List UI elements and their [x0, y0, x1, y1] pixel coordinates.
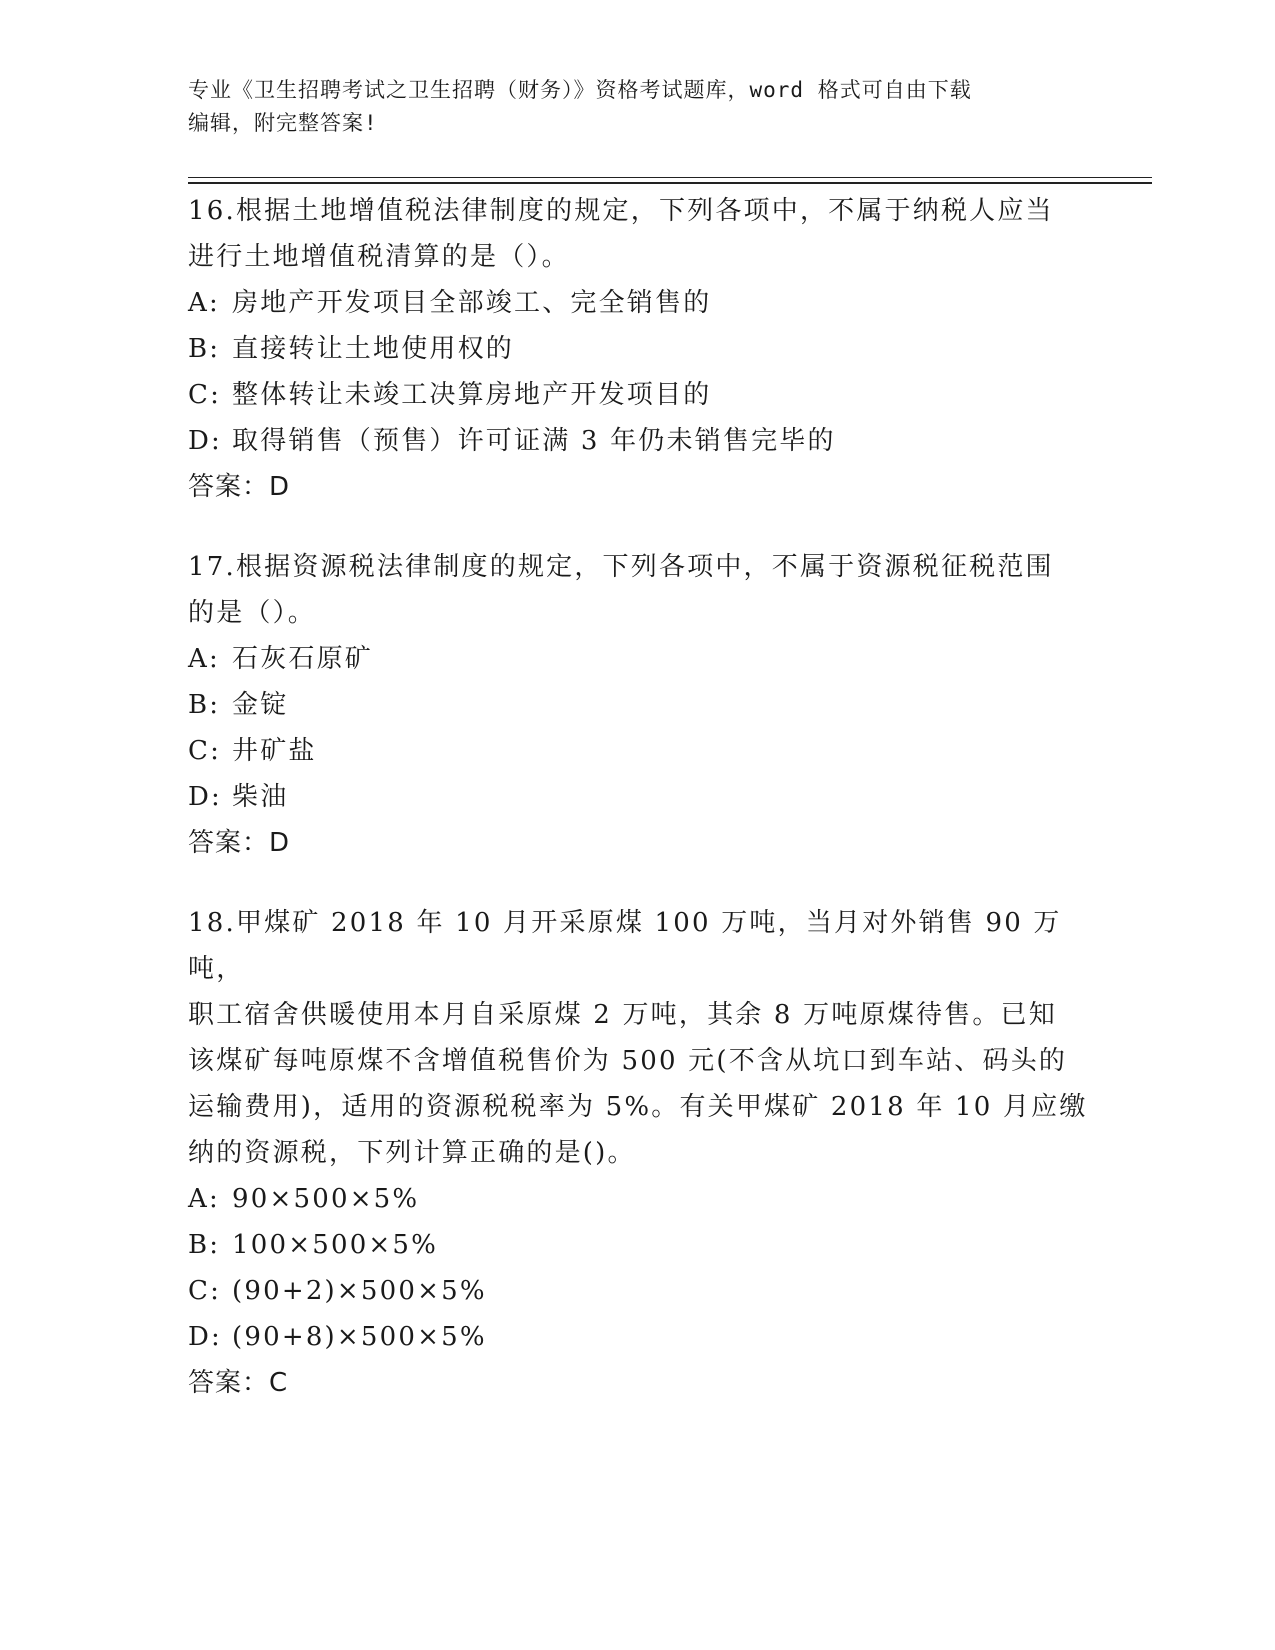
option-a [188, 636, 1088, 682]
option-text: 取得销售（预售）许可证满 3 年仍未销售完毕的 [232, 426, 836, 456]
question-16 [188, 188, 1088, 510]
option-b [188, 682, 1088, 728]
option-text: (90+8)×500×5% [232, 1322, 487, 1352]
option-a [188, 280, 1088, 326]
option-b [188, 326, 1088, 372]
answer-line: 答案：D [188, 828, 291, 858]
option-text: 100×500×5% [232, 1230, 439, 1260]
option-text: 石灰石原矿 [232, 644, 374, 674]
option-b [188, 1222, 1088, 1268]
option-text: 柴油 [232, 782, 289, 812]
option-letter: D: [188, 426, 223, 456]
question-stem-line: 进行土地增值税清算的是（）。 [188, 242, 570, 272]
answer-line: 答案：D [188, 472, 291, 502]
option-text: 井矿盐 [232, 736, 317, 766]
option-letter: B: [188, 1230, 221, 1260]
header-line-2: 编辑，附完整答案! [188, 111, 378, 135]
option-d [188, 774, 1088, 820]
option-letter: D: [188, 782, 223, 812]
question-stem-line: 16.根据土地增值税法律制度的规定，下列各项中，不属于纳税人应当 [188, 196, 1054, 226]
option-letter: B: [188, 334, 221, 364]
option-text: 90×500×5% [232, 1184, 420, 1214]
option-text: (90+2)×500×5% [232, 1276, 487, 1306]
option-text: 直接转让土地使用权的 [232, 334, 515, 364]
option-a [188, 1176, 1088, 1222]
header-divider-thick [188, 182, 1152, 184]
option-letter: A: [188, 288, 220, 318]
question-stem-line: 职工宿舍供暖使用本月自采原煤 2 万吨，其余 8 万吨原煤待售。已知 [188, 1000, 1057, 1030]
option-letter: D: [188, 1322, 223, 1352]
answer-line: 答案：C [188, 1368, 289, 1398]
option-text: 整体转让未竣工决算房地产开发项目的 [232, 380, 712, 410]
question-stem-line: 17.根据资源税法律制度的规定，下列各项中，不属于资源税征税范围 [188, 552, 1054, 582]
question-stem-line: 纳的资源税，下列计算正确的是()。 [188, 1138, 636, 1168]
option-letter: C: [188, 736, 222, 766]
option-d [188, 418, 1088, 464]
option-c [188, 1268, 1088, 1314]
option-letter: C: [188, 380, 222, 410]
question-stem-line: 的是（）。 [188, 598, 317, 628]
question-18 [188, 900, 1088, 1406]
question-17 [188, 544, 1088, 866]
option-c [188, 372, 1088, 418]
question-list [188, 188, 1088, 1440]
option-text: 房地产开发项目全部竣工、完全销售的 [232, 288, 712, 318]
question-stem-line: 该煤矿每吨原煤不含增值税售价为 500 元(不含从坑口到车站、码头的 [188, 1046, 1068, 1076]
option-letter: A: [188, 644, 220, 674]
option-letter: A: [188, 1184, 220, 1214]
option-d [188, 1314, 1088, 1360]
option-letter: B: [188, 690, 221, 720]
option-letter: C: [188, 1276, 222, 1306]
header-divider-thin [188, 177, 1152, 178]
question-stem-line: 18.甲煤矿 2018 年 10 月开采原煤 100 万吨，当月对外销售 90 万吨， [188, 908, 1062, 984]
option-text: 金锭 [232, 690, 289, 720]
option-c [188, 728, 1088, 774]
document-header [188, 74, 1068, 140]
header-line-1: 专业《卫生招聘考试之卫生招聘（财务）》资格考试题库，word 格式可自由下载 [188, 78, 972, 102]
question-stem-line: 运输费用)，适用的资源税税率为 5%。有关甲煤矿 2018 年 10 月应缴 [188, 1092, 1088, 1122]
